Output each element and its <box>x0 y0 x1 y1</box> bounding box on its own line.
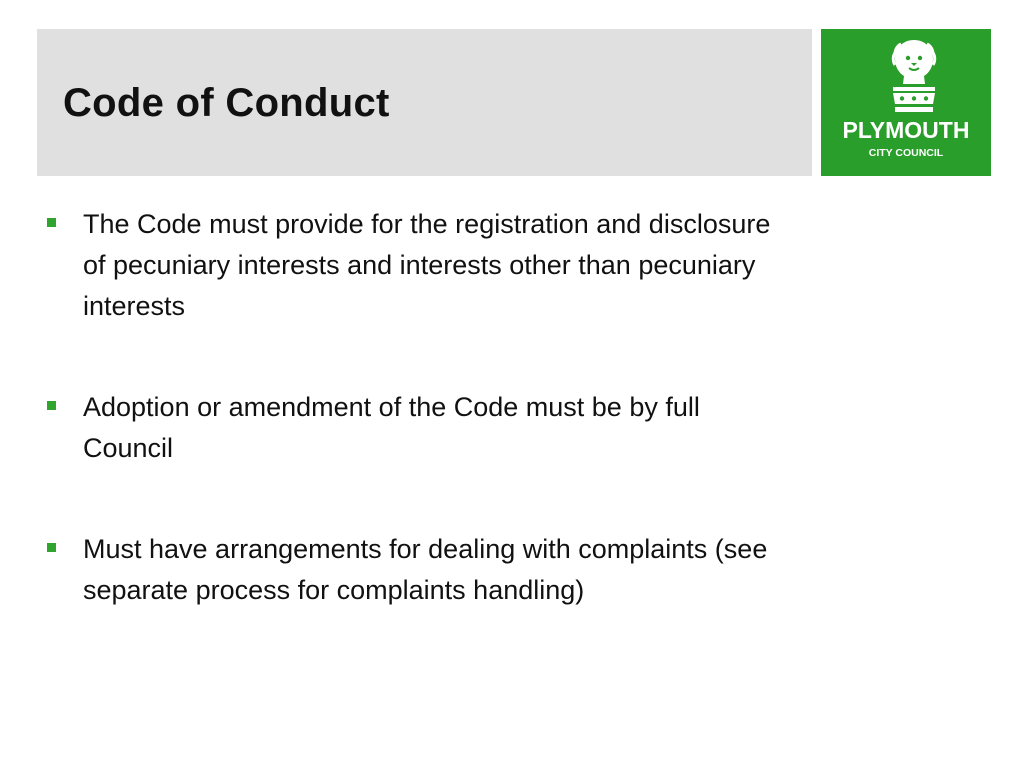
square-bullet-icon <box>47 543 56 552</box>
lion-crest-icon <box>887 38 941 118</box>
bullet-text: Must have arrangements for dealing with complaints (see separate process for complaints handling) <box>83 534 768 605</box>
logo-name: PLYMOUTH <box>842 117 970 143</box>
square-bullet-icon <box>47 401 56 410</box>
page-title: Code of Conduct <box>63 81 390 125</box>
bullet-item <box>46 204 776 327</box>
bullet-item <box>46 529 776 611</box>
square-bullet-icon <box>47 218 56 227</box>
council-logo <box>821 29 991 176</box>
logo-subtitle: CITY COUNCIL <box>868 147 944 159</box>
bullet-text: The Code must provide for the registration and disclosure of pecuniary interests and interests other than pecuniary interests <box>83 209 771 321</box>
title-bar <box>37 29 812 176</box>
bullet-text: Adoption or amendment of the Code must be by full Council <box>83 392 700 463</box>
bullet-item <box>46 387 776 469</box>
bullet-list <box>46 204 776 611</box>
